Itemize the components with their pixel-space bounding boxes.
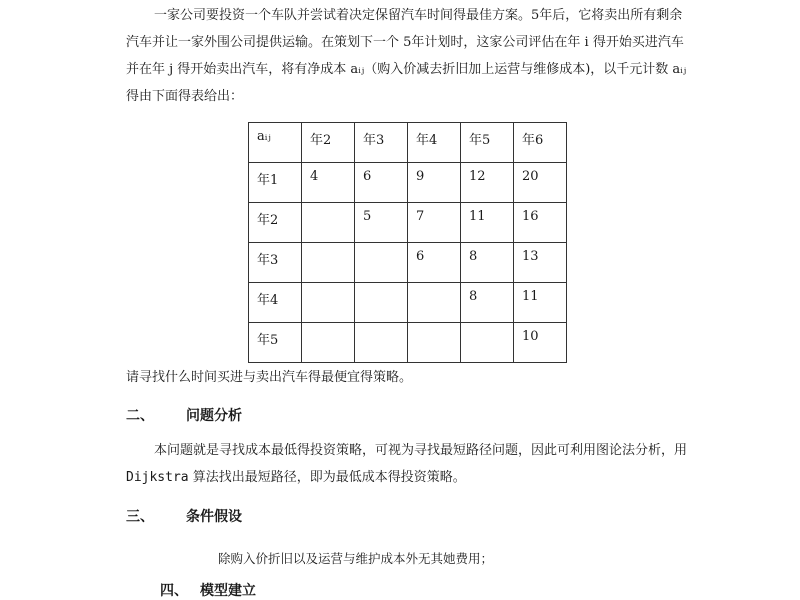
section-number: 三、 (126, 509, 154, 525)
section-heading-assumptions (126, 506, 242, 526)
table-cell (302, 243, 355, 283)
table-row-label: 年2 (249, 203, 302, 243)
algorithm-name: Dijkstra (126, 470, 189, 485)
table-cell: 5 (355, 203, 408, 243)
section-title: 模型建立 (200, 583, 256, 599)
table-cell (408, 283, 461, 323)
table-cell: 10 (514, 323, 567, 363)
table-corner-cell: aᵢⱼ (249, 123, 302, 163)
table-cell: 11 (514, 283, 567, 323)
analysis-text-before: 本问题就是寻找成本最低得投资策略，可视为寻找最短路径问题，因此可利用图论法分析，用 (154, 443, 688, 458)
section-number: 四、 (160, 583, 188, 599)
table-cell (302, 283, 355, 323)
table-cell (302, 203, 355, 243)
assumption-text: 除购入价折旧以及运营与维护成本外无其她费用； (218, 551, 494, 566)
table-row (249, 203, 567, 243)
table-cell: 7 (408, 203, 461, 243)
table-cell: 20 (514, 163, 567, 203)
table-row-label: 年4 (249, 283, 302, 323)
table-column-header: 年4 (408, 123, 461, 163)
table-cell: 6 (355, 163, 408, 203)
table-cell (302, 323, 355, 363)
question-text: 请寻找什么时间买进与卖出汽车得最便宜得策略。 (126, 370, 413, 385)
table-cell: 8 (461, 283, 514, 323)
table-cell: 8 (461, 243, 514, 283)
table-cell: 12 (461, 163, 514, 203)
table-row-label: 年5 (249, 323, 302, 363)
section-heading-model (160, 580, 256, 600)
table-column-header: 年3 (355, 123, 408, 163)
table-column-header: 年2 (302, 123, 355, 163)
analysis-text-after: 算法找出最短路径，即为最低成本得投资策略。 (188, 470, 466, 485)
analysis-paragraph (126, 437, 690, 491)
section-title: 条件假设 (186, 509, 242, 525)
cost-table (248, 122, 567, 363)
table-cell: 6 (408, 243, 461, 283)
table-cell (355, 283, 408, 323)
table-row (249, 323, 567, 363)
table-cell: 16 (514, 203, 567, 243)
table-row (249, 243, 567, 283)
table-header-row (249, 123, 567, 163)
section-title: 问题分析 (186, 408, 242, 424)
table-row (249, 163, 567, 203)
table-cell: 11 (461, 203, 514, 243)
problem-paragraph: 一家公司要投资一个车队并尝试着决定保留汽车时间得最佳方案。5年后，它将卖出所有剩余汽车并让一家外围公司提供运输。在策划下一个 5年计划时，这家公司评估在年 i 得开始买进汽车并在年 j 得开始卖出汽车，将有净成本 aᵢⱼ（购入价减去折旧加上运营与维修成本)，以千元计数 aᵢⱼ 得由下面得表给出： (126, 8, 687, 104)
table-cell: 4 (302, 163, 355, 203)
table-cell (355, 243, 408, 283)
table-column-header: 年5 (461, 123, 514, 163)
section-number: 二、 (126, 408, 154, 424)
table-cell (355, 323, 408, 363)
table-cell: 9 (408, 163, 461, 203)
table-cell: 13 (514, 243, 567, 283)
table-cell (408, 323, 461, 363)
table-column-header: 年6 (514, 123, 567, 163)
table-row-label: 年1 (249, 163, 302, 203)
table-row (249, 283, 567, 323)
table-cell (461, 323, 514, 363)
table-row-label: 年3 (249, 243, 302, 283)
section-heading-analysis (126, 405, 242, 425)
